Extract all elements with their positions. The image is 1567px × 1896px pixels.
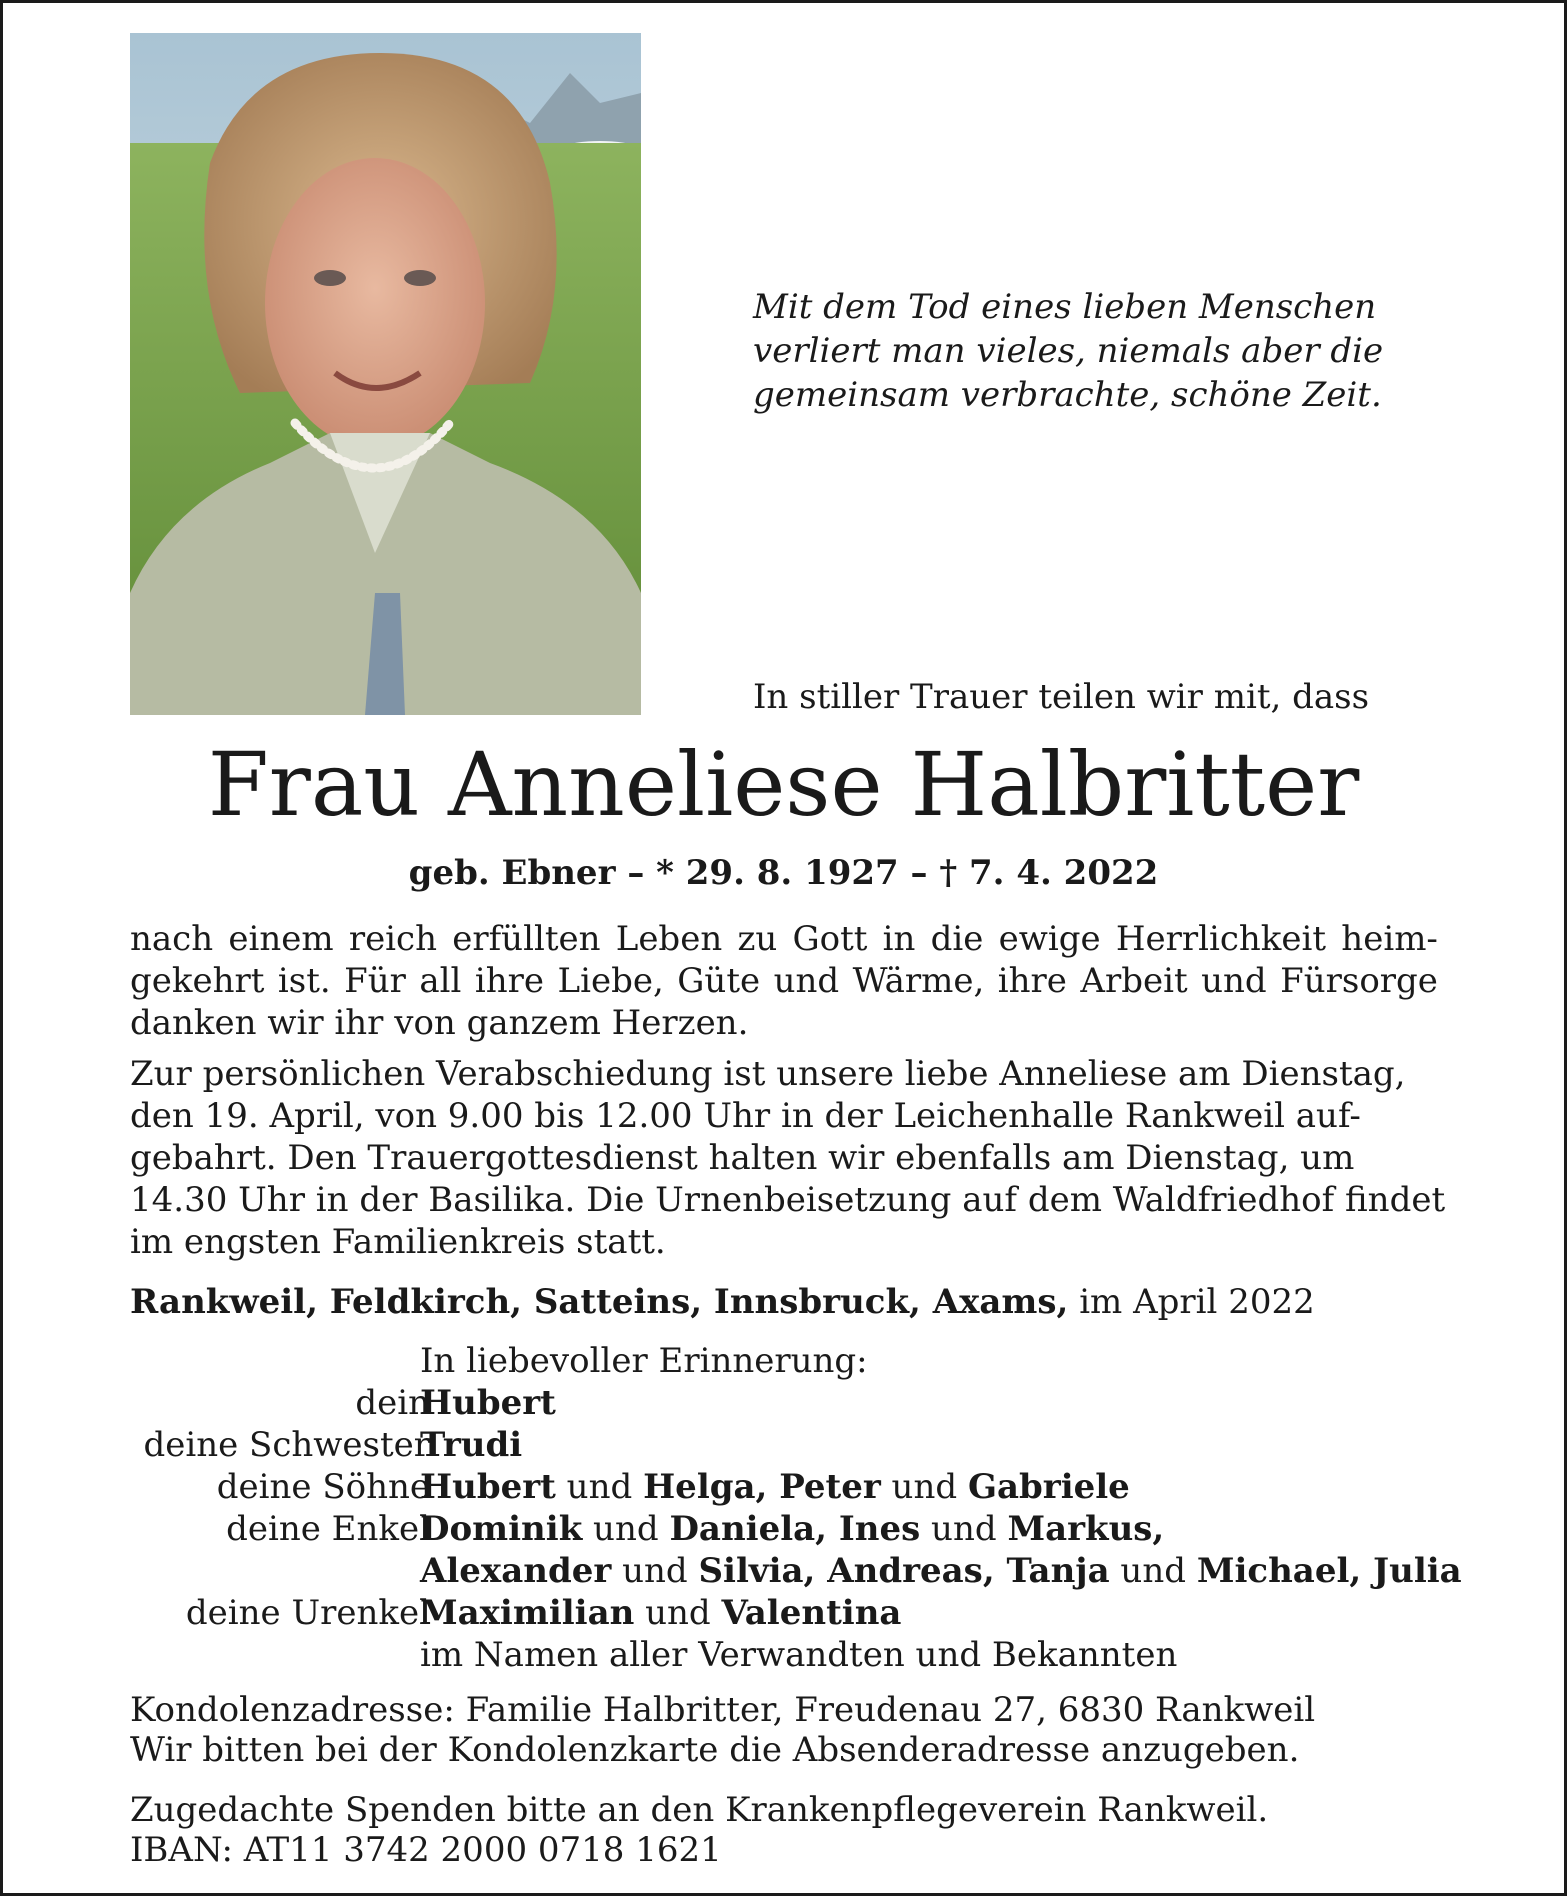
mourner-names xyxy=(420,1592,901,1634)
condolence-address: Kondolenzadresse: Familie Halbritter, Freudenau 27, 6830 Rankweil xyxy=(130,1690,1316,1730)
quote-line: gemeinsam verbrachte, schöne Zeit. xyxy=(753,375,1382,415)
mourner-name: Trudi xyxy=(420,1425,523,1465)
paragraph-line: im engsten Familienkreis statt. xyxy=(130,1222,666,1262)
intro-line: In stiller Trauer teilen wir mit, dass xyxy=(753,677,1370,717)
mourner-row xyxy=(0,1382,1567,1424)
mourner-relation: deine Söhne xyxy=(216,1467,430,1507)
mourner-relation: deine Schwester xyxy=(143,1425,430,1465)
funeral-details-paragraph xyxy=(130,1053,1446,1263)
name-connector: und xyxy=(920,1509,1008,1549)
mourner-name: Daniela, Ines xyxy=(669,1509,921,1549)
mourner-name: Maximilian xyxy=(420,1593,635,1633)
places-list: Rankweil, Feldkirch, Satteins, Innsbruck, Axams, xyxy=(130,1282,1069,1322)
mourner-name: Gabriele xyxy=(967,1467,1130,1507)
paragraph-line: 14.30 Uhr in der Basilika. Die Urnenbeisetzung auf dem Waldfriedhof findet xyxy=(130,1180,1446,1220)
donation-note: Zugedachte Spenden bitte an den Krankenpflegeverein Rankweil. xyxy=(130,1790,1269,1830)
announcement-date: im April 2022 xyxy=(1079,1282,1315,1322)
donation-iban: IBAN: AT11 3742 2000 0718 1621 xyxy=(130,1830,722,1870)
mourner-names xyxy=(420,1424,522,1466)
paragraph-line: den 19. April, von 9.00 bis 12.00 Uhr in der Leichenhalle Rankweil auf- xyxy=(130,1096,1361,1136)
mourner-name: Hubert xyxy=(420,1467,556,1507)
mourner-name: Hubert xyxy=(420,1383,556,1423)
birth-death-dates: geb. Ebner – * 29. 8. 1927 – † 7. 4. 2022 xyxy=(408,853,1159,893)
portrait-photo xyxy=(130,33,641,715)
name-connector: und xyxy=(634,1593,722,1633)
paragraph-line: gekehrt ist. Für all ihre Liebe, Güte und Wärme, ihre Arbeit und Fürsorge xyxy=(130,961,1438,1001)
mourner-name: Valentina xyxy=(721,1593,902,1633)
mourner-relation: deine Urenkel xyxy=(185,1593,430,1633)
mourner-row xyxy=(0,1424,1567,1466)
mourner-names xyxy=(420,1550,1462,1592)
name-connector: und xyxy=(611,1551,699,1591)
mourner-names xyxy=(420,1508,1164,1550)
paragraph-line: gebahrt. Den Trauergottesdienst halten wir ebenfalls am Dienstag, um xyxy=(130,1138,1355,1178)
memorial-quote xyxy=(753,285,1453,417)
paragraph-line: danken wir ihr von ganzem Herzen. xyxy=(130,1003,749,1043)
mourner-names xyxy=(420,1382,556,1424)
deceased-name: Frau Anneliese Halbritter xyxy=(207,733,1360,836)
mourners-list xyxy=(0,1340,1567,1676)
mourner-relation: deine Enkel xyxy=(226,1509,430,1549)
quote-line: verliert man vieles, niemals aber die xyxy=(753,331,1384,371)
mourner-name: Helga, Peter xyxy=(643,1467,881,1507)
paragraph-line: Zur persönlichen Verabschiedung ist unsere liebe Anneliese am Dienstag, xyxy=(130,1054,1406,1094)
mourner-name: Silvia, Andreas, Tanja xyxy=(698,1551,1110,1591)
quote-line: Mit dem Tod eines lieben Menschen xyxy=(753,287,1377,327)
mourner-relation: dein xyxy=(355,1383,430,1423)
name-connector: und xyxy=(880,1467,968,1507)
mourner-row xyxy=(0,1550,1567,1592)
name-connector: und xyxy=(555,1467,644,1507)
mourner-name: Dominik xyxy=(420,1509,583,1549)
mourners-closing: im Namen aller Verwandten und Bekannten xyxy=(420,1635,1178,1675)
name-connector: und xyxy=(1109,1551,1197,1591)
places-and-date xyxy=(130,1282,1315,1322)
announcement-paragraph xyxy=(130,918,1438,1044)
mourner-names xyxy=(420,1466,1130,1508)
paragraph-line: nach einem reich erfüllten Leben zu Gott in die ewige Herrlichkeit heim- xyxy=(130,919,1438,959)
donation-block xyxy=(130,1790,1268,1870)
condolence-note: Wir bitten bei der Kondolenzkarte die Absenderadresse anzugeben. xyxy=(130,1730,1300,1770)
mourner-row xyxy=(0,1592,1567,1634)
mourner-row xyxy=(0,1466,1567,1508)
mourner-name: Michael, Julia xyxy=(1196,1551,1462,1591)
mourners-heading: In liebevoller Erinnerung: xyxy=(420,1341,868,1381)
mourner-name: Markus, xyxy=(1007,1509,1165,1549)
mourner-name: Alexander xyxy=(420,1551,612,1591)
mourner-row xyxy=(0,1508,1567,1550)
name-connector: und xyxy=(582,1509,670,1549)
condolence-block xyxy=(130,1690,1315,1770)
